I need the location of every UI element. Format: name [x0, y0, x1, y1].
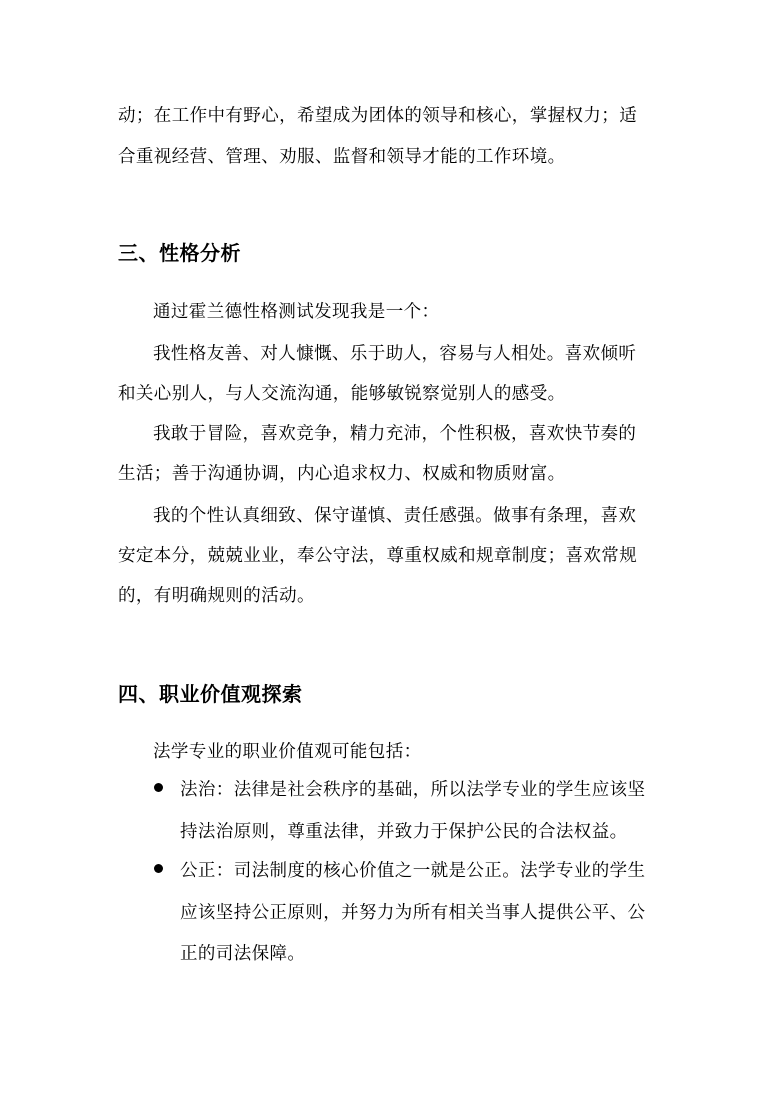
section4-bullet1-line2: 持法治原则，尊重法律，并致力于保护公民的合法权益。	[180, 822, 628, 842]
section3-para3-line2: 安定本分，兢兢业业，奉公守法，尊重权威和规章制度；喜欢常规	[118, 546, 638, 566]
bullet-dot-icon	[154, 864, 163, 873]
section4-bullet2-line3: 正的司法保障。	[180, 944, 306, 964]
section3-para3-line3: 的，有明确规则的活动。	[118, 586, 315, 606]
section3-para1-line2: 和关心别人，与人交流沟通，能够敏锐察觉别人的感受。	[118, 384, 566, 404]
section4-bullet2-line2: 应该坚持公正原则，并努力为所有相关当事人提供公平、公	[180, 903, 646, 923]
section-heading-personality: 三、性格分析	[118, 241, 241, 265]
section-heading-career-values: 四、职业价值观探索	[118, 682, 303, 706]
section4-intro: 法学专业的职业价值观可能包括：	[153, 742, 422, 762]
section3-para3-line1: 我的个性认真细致、保守谨慎、责任感强。做事有条理，喜欢	[153, 506, 637, 526]
continuation-line-1: 动；在工作中有野心，希望成为团体的领导和核心，掌握权力；适	[118, 106, 638, 126]
section4-bullet1-line1: 法治：法律是社会秩序的基础，所以法学专业的学生应该坚	[180, 780, 646, 800]
section3-para2-line2: 生活；善于沟通协调，内心追求权力、权威和物质财富。	[118, 464, 566, 484]
continuation-line-2: 合重视经营、管理、劝服、监督和领导才能的工作环境。	[118, 147, 566, 167]
section4-bullet2-line1: 公正：司法制度的核心价值之一就是公正。法学专业的学生	[180, 861, 646, 881]
section3-intro: 通过霍兰德性格测试发现我是一个：	[153, 302, 440, 322]
section3-para2-line1: 我敢于冒险，喜欢竞争，精力充沛，个性积极，喜欢快节奏的	[153, 424, 637, 444]
bullet-dot-icon	[154, 783, 163, 792]
section3-para1-line1: 我性格友善、对人慷慨、乐于助人，容易与人相处。喜欢倾听	[153, 344, 637, 364]
